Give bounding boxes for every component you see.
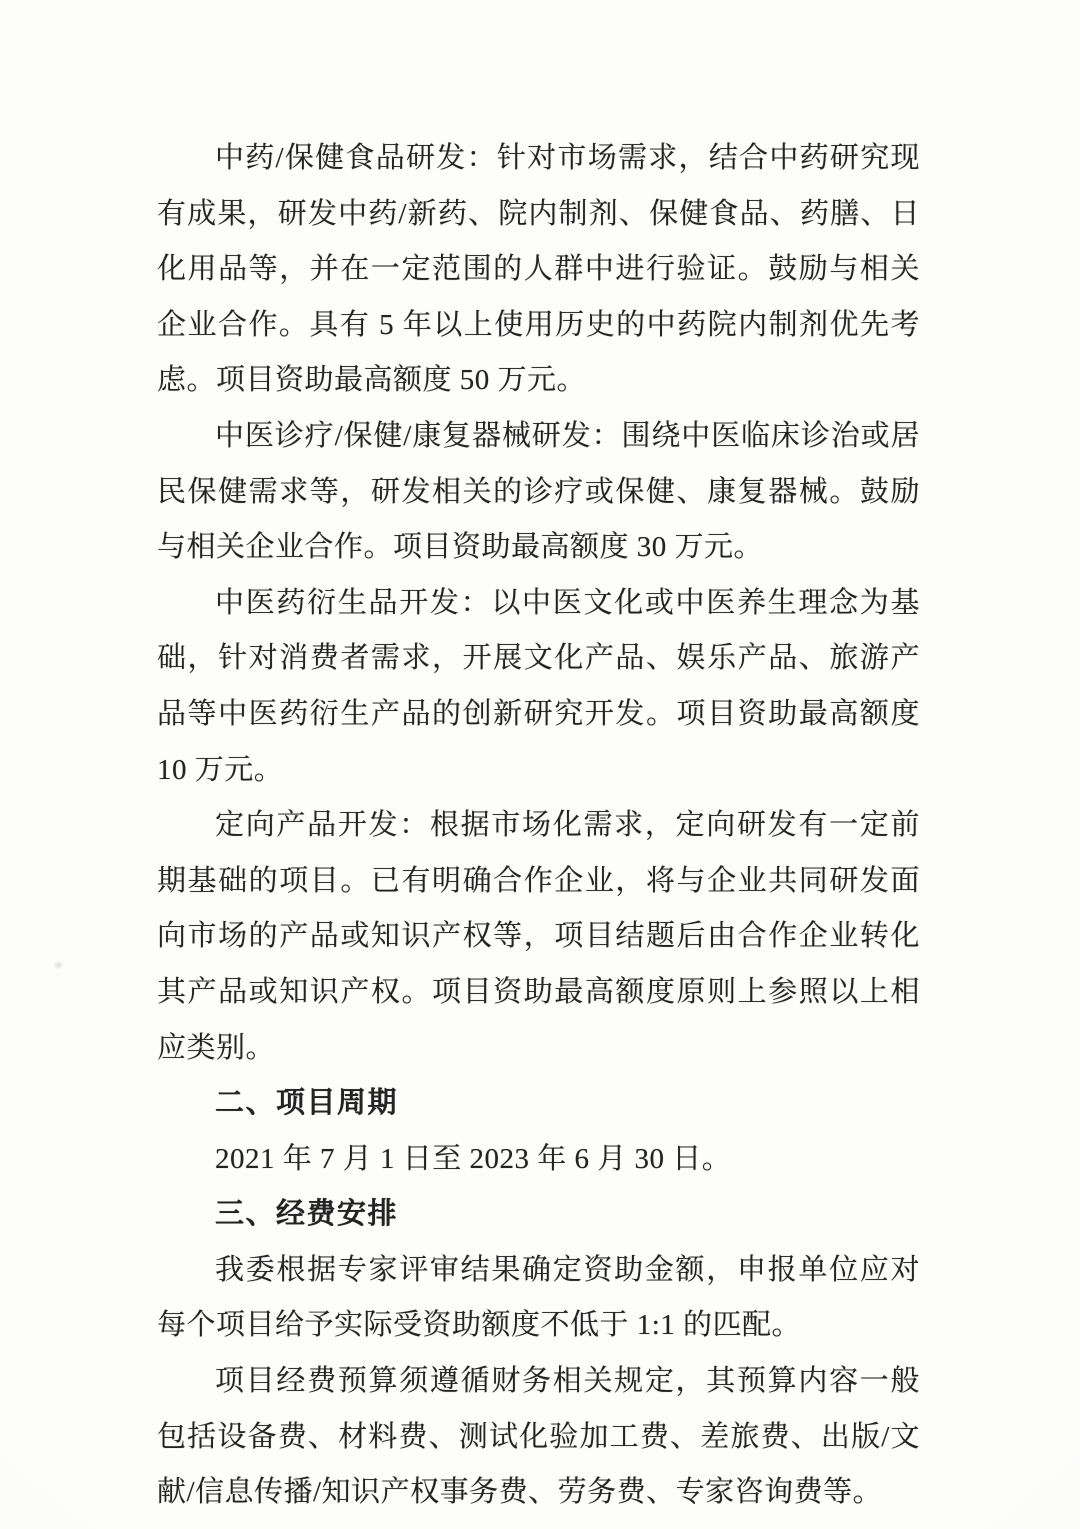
paragraph-budget-rules: 项目经费预算须遵循财务相关规定，其预算内容一般包括设备费、材料费、测试化验加工费、差旅费、出版/文献/信息传播/知识产权事务费、劳务费、专家咨询费等。 bbox=[157, 1365, 920, 1509]
paragraph-project-period-dates: 2021 年 7 月 1 日至 2023 年 6 月 30 日。 bbox=[215, 1142, 732, 1175]
paragraph-tcm-device-rnd: 中医诊疗/保健/康复器械研发：围绕中医临床诊治或居民保健需求等，研发相关的诊疗或保健、康复器械。鼓励与相关企业合作。项目资助最高额度 30 万元。 bbox=[157, 419, 920, 564]
scan-speck-artifact bbox=[55, 962, 62, 968]
paragraph-targeted-product-development: 定向产品开发：根据市场化需求，定向研发有一定前期基础的项目。已有明确合作企业，将与企业共同研发面向市场的产品或知识产权等，项目结题后由合作企业转化其产品或知识产权。项目资助最高额度原则上参照以上相应类别。 bbox=[157, 809, 920, 1064]
paragraph-funding-matching: 我委根据专家评审结果确定资助金额，申报单位应对每个项目给予实际受资助额度不低于 1:1 的匹配。 bbox=[157, 1253, 920, 1342]
paragraph-tcm-derivative-products: 中医药衍生品开发：以中医文化或中医养生理念为基础，针对消费者需求，开展文化产品、娱乐产品、旅游产品等中医药衍生产品的创新研究开发。项目资助最高额度 10 万元。 bbox=[157, 586, 920, 786]
paragraph-tcm-health-food-rnd: 中药/保健食品研发：针对市场需求，结合中药研究现有成果，研发中药/新药、院内制剂、保健食品、药膳、日化用品等，并在一定范围的人群中进行验证。鼓励与相关企业合作。具有 5 年以上使用历史的中药院内制剂优先考虑。项目资助最高额度 50 万元。 bbox=[157, 142, 920, 397]
heading-project-period: 二、项目周期 bbox=[215, 1087, 399, 1120]
heading-funding-arrangement: 三、经费安排 bbox=[215, 1198, 399, 1231]
